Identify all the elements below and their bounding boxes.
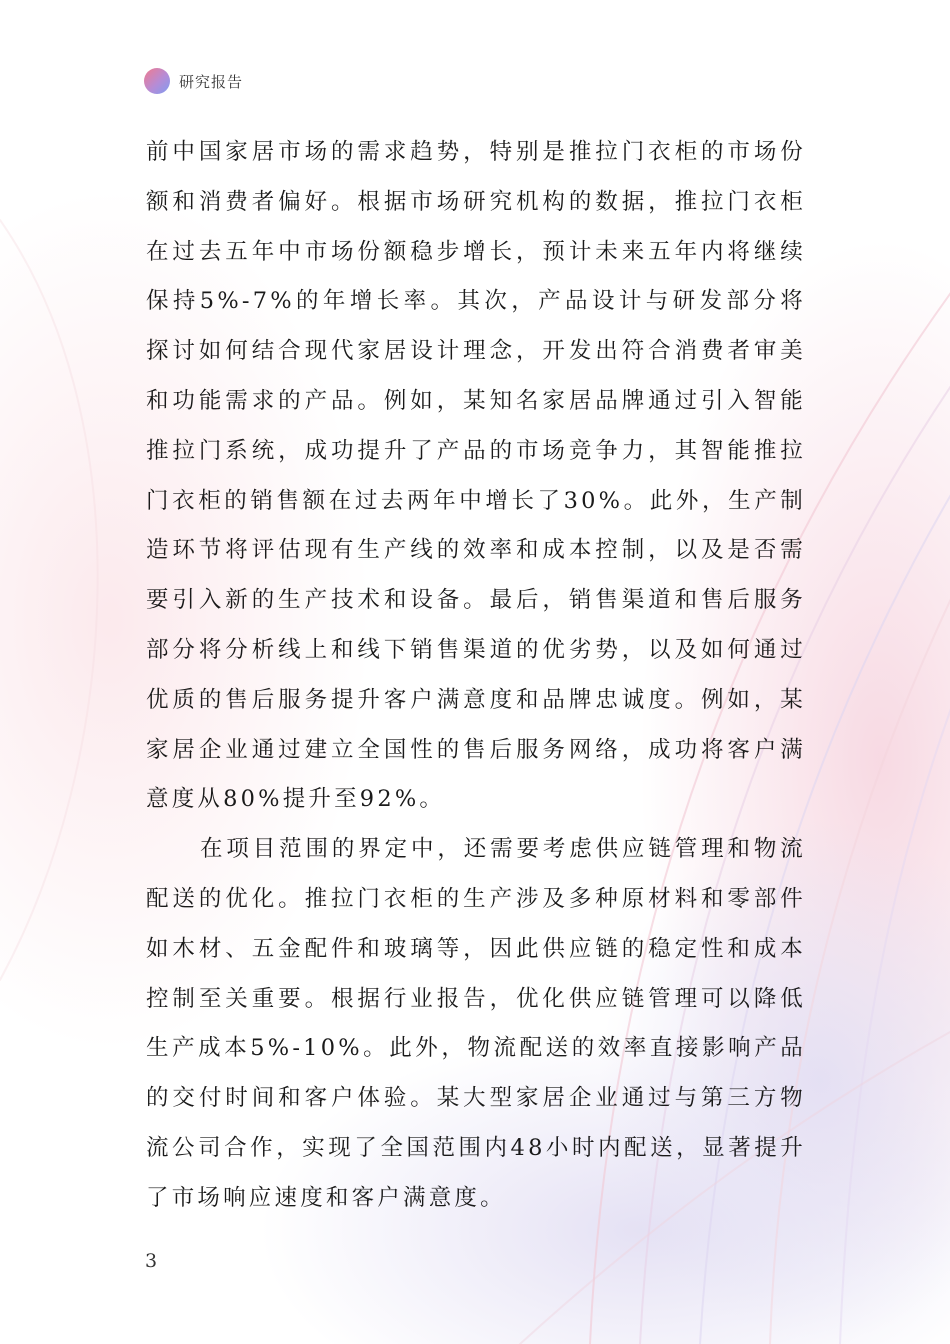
logo-circle-icon: [144, 68, 170, 94]
header-title: 研究报告: [179, 72, 244, 91]
paragraph-2: 在项目范围的界定中，还需要考虑供应链管理和物流配送的优化。推拉门衣柜的生产涉及多种原材料和零部件如木材、五金配件和玻璃等，因此供应链的稳定性和成本控制至关重要。根据行业报告，优化供应链管理可以降低生产成本5%-10%。此外，物流配送的效率直接影响产品的交付时间和客户体验。某大型家居企业通过与第三方物流公司合作，实现了全国范围内48小时内配送，显著提升了市场响应速度和客户满意度。: [146, 836, 806, 1211]
document-body: [146, 128, 806, 1224]
report-header: [144, 66, 243, 96]
page-number: 3: [145, 1250, 158, 1272]
paragraph-1: 前中国家居市场的需求趋势，特别是推拉门衣柜的市场份额和消费者偏好。根据市场研究机构的数据，推拉门衣柜在过去五年中市场份额稳步增长，预计未来五年内将继续保持5%-7%的年增长率。其次，产品设计与研发部分将探讨如何结合现代家居设计理念，开发出符合消费者审美和功能需求的产品。例如，某知名家居品牌通过引入智能推拉门系统，成功提升了产品的市场竞争力，其智能推拉门衣柜的销售额在过去两年中增长了30%。此外，生产制造环节将评估现有生产线的效率和成本控制，以及是否需要引入新的生产技术和设备。最后，销售渠道和售后服务部分将分析线上和线下销售渠道的优劣势，以及如何通过优质的售后服务提升客户满意度和品牌忠诚度。例如，某家居企业通过建立全国性的售后服务网络，成功将客户满意度从80%提升至92%。: [146, 139, 806, 813]
